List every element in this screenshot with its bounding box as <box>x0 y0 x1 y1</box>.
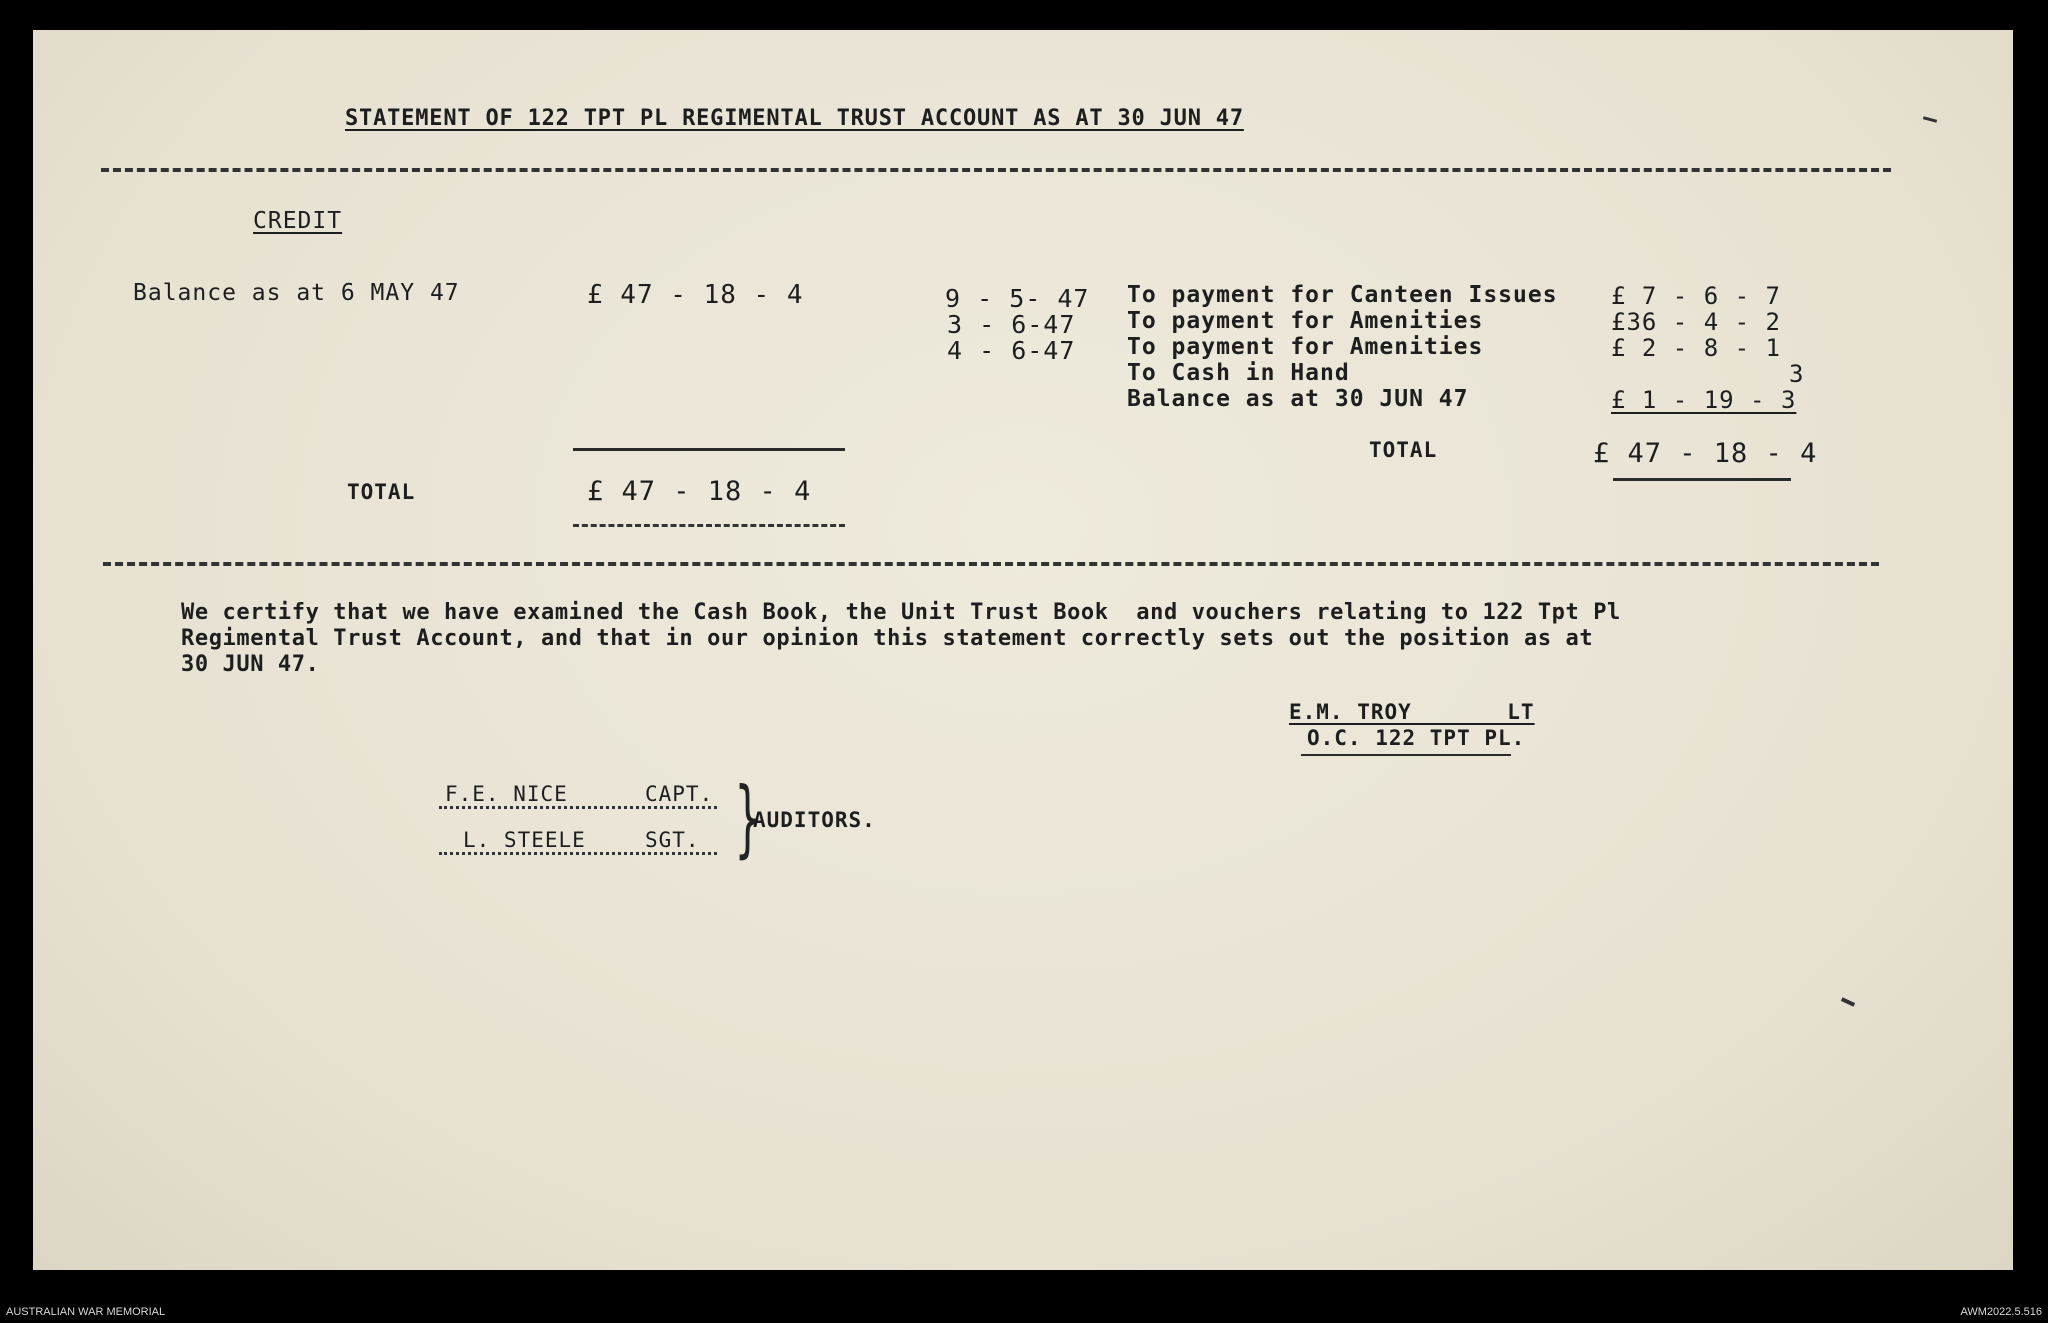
credit-total-label: TOTAL <box>347 480 416 504</box>
debit-date: 4 - 6-47 <box>947 336 1076 365</box>
credit-balance-label: Balance as at 6 MAY 47 <box>133 280 460 306</box>
auditor-dotted-line <box>439 806 717 809</box>
debit-item-amount: 3 <box>1789 360 1805 388</box>
margin-mark <box>1841 997 1855 1007</box>
credit-total-overline <box>573 448 845 451</box>
signatory-underline <box>1301 754 1511 756</box>
debit-item-label: To payment for Canteen Issues <box>1127 282 1558 308</box>
debit-item-amount: £ 2 - 8 - 1 <box>1611 334 1781 362</box>
credit-balance-amount: £ 47 - 18 - 4 <box>587 280 804 310</box>
signatory-name: E.M. TROY LT <box>1289 700 1535 724</box>
credit-total-amount: £ 47 - 18 - 4 <box>587 476 812 507</box>
footer-right: AWM2022.5.516 <box>1960 1306 2042 1318</box>
debit-total-underline <box>1613 478 1791 481</box>
debit-item-label: To payment for Amenities <box>1127 334 1484 360</box>
debit-item-amount: £36 - 4 - 2 <box>1611 308 1781 336</box>
auditor-rank: CAPT. <box>645 782 714 806</box>
debit-item-amount: £ 1 - 19 - 3 <box>1611 386 1797 414</box>
margin-mark <box>1923 116 1937 123</box>
top-rule <box>101 168 1891 172</box>
auditor-rank: SGT. <box>645 828 700 852</box>
signatory-title: O.C. 122 TPT PL. <box>1307 726 1526 750</box>
document-title: STATEMENT OF 122 TPT PL REGIMENTAL TRUST ACCOUNT AS AT 30 JUN 47 <box>345 106 1244 131</box>
debit-total-amount: £ 47 - 18 - 4 <box>1593 438 1818 469</box>
paper-sheet <box>33 30 2013 1270</box>
debit-date: 9 - 5- 47 <box>945 284 1090 313</box>
certification-line: Regimental Trust Account, and that in our opinion this statement correctly sets out the position as at <box>181 626 1594 651</box>
certification-line: 30 JUN 47. <box>181 652 320 677</box>
debit-total-label: TOTAL <box>1369 438 1438 462</box>
debit-item-label: Balance as at 30 JUN 47 <box>1127 386 1469 412</box>
middle-rule <box>103 562 1879 566</box>
credit-total-underline <box>573 524 845 527</box>
debit-date: 3 - 6-47 <box>947 310 1076 339</box>
footer-left: AUSTRALIAN WAR MEMORIAL <box>6 1306 166 1318</box>
credit-heading: CREDIT <box>253 208 343 234</box>
auditor-name: F.E. NICE <box>445 782 568 806</box>
debit-item-label: To Cash in Hand <box>1127 360 1350 386</box>
debit-item-amount: £ 7 - 6 - 7 <box>1611 282 1781 310</box>
certification-line: We certify that we have examined the Cash Book, the Unit Trust Book and vouchers relating to 122 Tpt Pl <box>181 600 1621 625</box>
debit-item-label: To payment for Amenities <box>1127 308 1484 334</box>
auditor-dotted-line <box>439 852 717 855</box>
auditor-name: L. STEELE <box>463 828 586 852</box>
auditors-label: AUDITORS. <box>753 808 876 832</box>
auditors-brace: } <box>734 769 762 867</box>
